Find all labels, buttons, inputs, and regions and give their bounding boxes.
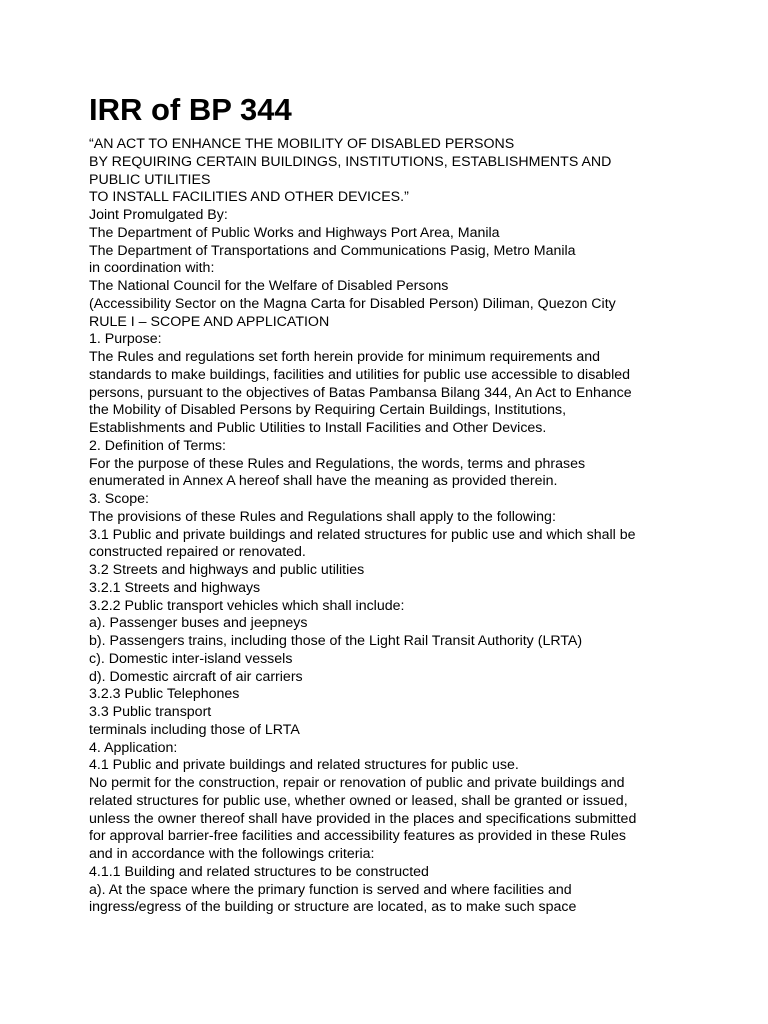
document-line: a). Passenger buses and jeepneys <box>89 615 308 632</box>
document-line: related structures for public use, whether owned or leased, shall be granted or issued, <box>89 792 628 809</box>
document-line: persons, pursuant to the objectives of Batas Pambansa Bilang 344, An Act to Enhance <box>89 384 632 401</box>
document-line: standards to make buildings, facilities and utilities for public use accessible to disabled <box>89 366 630 383</box>
document-line: the Mobility of Disabled Persons by Requiring Certain Buildings, Institutions, <box>89 402 567 419</box>
document-line: enumerated in Annex A hereof shall have the meaning as provided therein. <box>89 473 558 490</box>
document-line: 3.2.1 Streets and highways <box>89 579 261 596</box>
document-line: 1. Purpose: <box>89 331 162 348</box>
document-line: 3.3 Public transport <box>89 704 212 720</box>
document-line: for approval barrier-free facilities and accessibility features as provided in these Rules <box>89 828 627 845</box>
document-line: The Rules and regulations set forth herein provide for minimum requirements and <box>89 349 601 365</box>
document-line: in coordination with: <box>89 260 215 277</box>
document-line: d). Domestic aircraft of air carriers <box>89 668 303 685</box>
document-line: The Department of Transportations and Communications Pasig, Metro Manila <box>89 242 576 259</box>
document-line: The provisions of these Rules and Regulations shall apply to the following: <box>89 508 556 525</box>
document-line: RULE I – SCOPE AND APPLICATION <box>89 313 330 330</box>
document-line: 3. Scope: <box>89 491 149 507</box>
document-title: IRR of BP 344 <box>89 92 292 127</box>
document-line: Establishments and Public Utilities to Install Facilities and Other Devices. <box>89 420 547 436</box>
document-body <box>89 136 719 917</box>
document-line: 3.1 Public and private buildings and related structures for public use and which shall be <box>89 526 636 543</box>
document-line: Joint Promulgated By: <box>89 207 228 223</box>
document-line: constructed repaired or renovated. <box>89 544 306 561</box>
document-line: 3.2.2 Public transport vehicles which shall include: <box>89 597 405 614</box>
document-line: 4.1 Public and private buildings and related structures for public use. <box>89 757 519 774</box>
document-line: No permit for the construction, repair or renovation of public and private buildings and <box>89 775 625 791</box>
document-line: 3.2 Streets and highways and public utilities <box>89 562 365 578</box>
document-line: 4.1.1 Building and related structures to be constructed <box>89 863 429 880</box>
document-line: (Accessibility Sector on the Magna Carta for Disabled Person) Diliman, Quezon City <box>89 295 616 312</box>
document-line: BY REQUIRING CERTAIN BUILDINGS, INSTITUTIONS, ESTABLISHMENTS AND <box>89 153 612 170</box>
document-line: a). At the space where the primary function is served and where facilities and <box>89 881 572 898</box>
document-line: 2. Definition of Terms: <box>89 437 226 454</box>
document-line: c). Domestic inter-island vessels <box>89 650 293 667</box>
document-line: unless the owner thereof shall have provided in the places and specifications submitted <box>89 810 637 827</box>
document-line: 4. Application: <box>89 739 178 756</box>
document-line: 3.2.3 Public Telephones <box>89 686 240 703</box>
document-line: b). Passengers trains, including those of the Light Rail Transit Authority (LRTA) <box>89 633 583 649</box>
document-line: and in accordance with the followings criteria: <box>89 846 375 862</box>
document-line: For the purpose of these Rules and Regulations, the words, terms and phrases <box>89 455 586 472</box>
document-line: “AN ACT TO ENHANCE THE MOBILITY OF DISABLED PERSONS <box>89 136 515 152</box>
document-line: PUBLIC UTILITIES <box>89 171 211 188</box>
document-line: TO INSTALL FACILITIES AND OTHER DEVICES.” <box>89 189 409 206</box>
document-line: The Department of Public Works and Highways Port Area, Manila <box>89 224 500 241</box>
document-line: ingress/egress of the building or structure are located, as to make such space <box>89 899 577 916</box>
document-line: terminals including those of LRTA <box>89 721 300 738</box>
document-line: The National Council for the Welfare of Disabled Persons <box>89 278 449 294</box>
